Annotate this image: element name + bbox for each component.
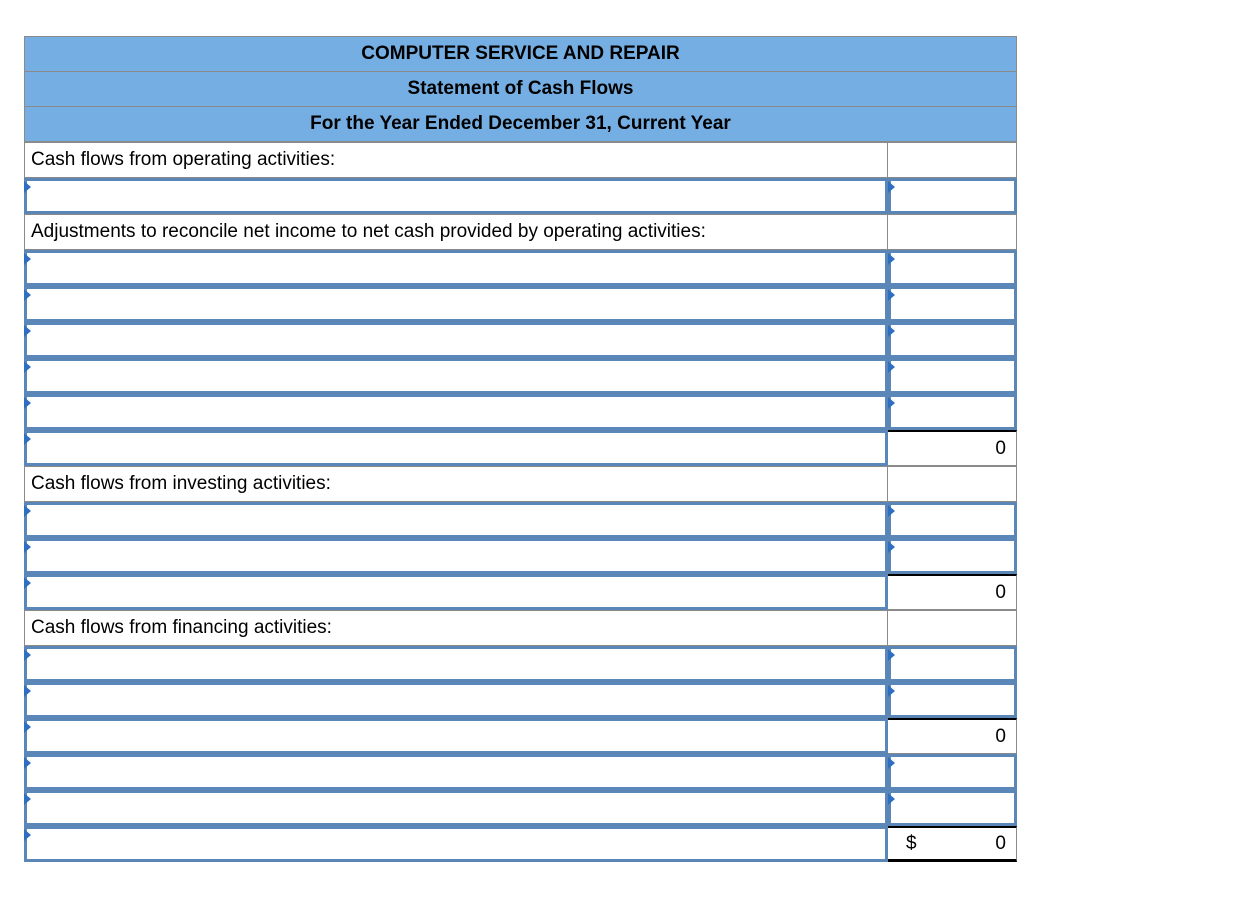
dropdown-arrow-icon xyxy=(888,361,895,373)
amount-input[interactable] xyxy=(888,646,1017,682)
blank-cell xyxy=(888,142,1017,178)
account-dropdown[interactable] xyxy=(24,322,888,358)
company-name: COMPUTER SERVICE AND REPAIR xyxy=(24,36,1017,72)
currency-symbol: $ xyxy=(906,832,917,854)
account-dropdown[interactable] xyxy=(24,178,888,214)
account-dropdown[interactable] xyxy=(24,826,888,862)
statement-title: Statement of Cash Flows xyxy=(24,71,1017,107)
dropdown-arrow-icon xyxy=(24,433,31,445)
financing-label: Cash flows from financing activities: xyxy=(24,610,888,646)
net-total-value: 0 xyxy=(995,832,1006,854)
account-dropdown[interactable] xyxy=(24,682,888,718)
account-dropdown[interactable] xyxy=(24,538,888,574)
dropdown-arrow-icon xyxy=(888,757,895,769)
section-row-investing xyxy=(24,466,1017,502)
amount-input[interactable] xyxy=(888,178,1017,214)
entry-row xyxy=(24,538,1017,574)
entry-row xyxy=(24,502,1017,538)
dropdown-arrow-icon xyxy=(888,325,895,337)
account-dropdown[interactable] xyxy=(24,754,888,790)
amount-input[interactable] xyxy=(888,394,1017,430)
dropdown-arrow-icon xyxy=(888,181,895,193)
account-dropdown[interactable] xyxy=(24,574,888,610)
amount-input[interactable] xyxy=(888,754,1017,790)
entry-row xyxy=(24,394,1017,430)
amount-input[interactable] xyxy=(888,250,1017,286)
account-dropdown[interactable] xyxy=(24,430,888,466)
section-row-financing xyxy=(24,610,1017,646)
dropdown-arrow-icon xyxy=(24,577,31,589)
dropdown-arrow-icon xyxy=(24,649,31,661)
blank-cell xyxy=(888,466,1017,502)
entry-row xyxy=(24,754,1017,790)
operating-label: Cash flows from operating activities: xyxy=(24,142,888,178)
dropdown-arrow-icon xyxy=(24,505,31,517)
dropdown-arrow-icon xyxy=(24,397,31,409)
net-total-cell xyxy=(888,826,1017,862)
dropdown-arrow-icon xyxy=(24,325,31,337)
amount-input[interactable] xyxy=(888,286,1017,322)
account-dropdown[interactable] xyxy=(24,286,888,322)
dropdown-arrow-icon xyxy=(24,829,31,841)
entry-row xyxy=(24,358,1017,394)
entry-row xyxy=(24,178,1017,214)
amount-input[interactable] xyxy=(888,538,1017,574)
account-dropdown[interactable] xyxy=(24,358,888,394)
entry-row xyxy=(24,646,1017,682)
entry-row xyxy=(24,250,1017,286)
section-row-adjustments xyxy=(24,214,1017,250)
dropdown-arrow-icon xyxy=(888,793,895,805)
blank-cell xyxy=(888,610,1017,646)
statement-period: For the Year Ended December 31, Current Year xyxy=(24,106,1017,142)
dropdown-arrow-icon xyxy=(24,361,31,373)
total-row-financing xyxy=(24,718,1017,754)
amount-input[interactable] xyxy=(888,682,1017,718)
dropdown-arrow-icon xyxy=(888,505,895,517)
dropdown-arrow-icon xyxy=(888,397,895,409)
dropdown-arrow-icon xyxy=(888,649,895,661)
amount-input[interactable] xyxy=(888,358,1017,394)
entry-row xyxy=(24,790,1017,826)
total-row-investing xyxy=(24,574,1017,610)
blank-cell xyxy=(888,214,1017,250)
dropdown-arrow-icon xyxy=(24,793,31,805)
amount-input[interactable] xyxy=(888,322,1017,358)
entry-row xyxy=(24,286,1017,322)
dropdown-arrow-icon xyxy=(24,721,31,733)
account-dropdown[interactable] xyxy=(24,790,888,826)
dropdown-arrow-icon xyxy=(24,253,31,265)
cash-flow-statement xyxy=(24,36,1017,862)
investing-label: Cash flows from investing activities: xyxy=(24,466,888,502)
dropdown-arrow-icon xyxy=(24,685,31,697)
financing-total-value: 0 xyxy=(888,718,1017,754)
dropdown-arrow-icon xyxy=(888,253,895,265)
section-row-operating xyxy=(24,142,1017,178)
account-dropdown[interactable] xyxy=(24,502,888,538)
dropdown-arrow-icon xyxy=(24,289,31,301)
entry-row xyxy=(24,682,1017,718)
total-row-operating xyxy=(24,430,1017,466)
total-row-net xyxy=(24,826,1017,862)
dropdown-arrow-icon xyxy=(24,541,31,553)
dropdown-arrow-icon xyxy=(888,685,895,697)
amount-input[interactable] xyxy=(888,790,1017,826)
amount-input[interactable] xyxy=(888,502,1017,538)
dropdown-arrow-icon xyxy=(888,541,895,553)
account-dropdown[interactable] xyxy=(24,394,888,430)
dropdown-arrow-icon xyxy=(24,181,31,193)
account-dropdown[interactable] xyxy=(24,718,888,754)
dropdown-arrow-icon xyxy=(888,289,895,301)
account-dropdown[interactable] xyxy=(24,646,888,682)
investing-total-value: 0 xyxy=(888,574,1017,610)
dropdown-arrow-icon xyxy=(24,757,31,769)
operating-total-value: 0 xyxy=(888,430,1017,466)
account-dropdown[interactable] xyxy=(24,250,888,286)
entry-row xyxy=(24,322,1017,358)
adjustments-label: Adjustments to reconcile net income to net cash provided by operating activities: xyxy=(24,214,888,250)
